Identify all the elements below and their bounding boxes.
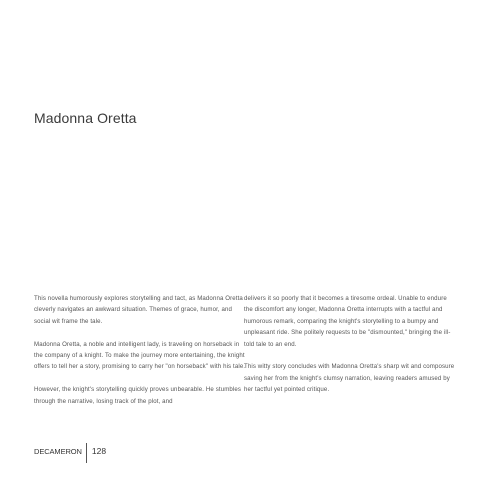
page-footer: [34, 443, 106, 463]
paragraph: This novella humorously explores storytelling and tact, as Madonna Oretta cleverly navigates an awkward situation. Themes of grace, humor, and social wit frame the tale.: [34, 295, 243, 325]
paragraph: Madonna Oretta, a noble and intelligent lady, is traveling on horseback in the company of a knight. To make the journey more entertaining, the knight offers to tell her a story, promising to carry her "on horseback" with his tale.: [34, 340, 246, 371]
paragraph: delivers it so poorly that it becomes a tiresome ordeal. Unable to endure the discomfort any longer, Madonna Oretta interrupts with a tactful and humorous remark, comparing the knight's storytelling to a bumpy and unpleasant ride. She politely requests to be "dismounted," bringing the ill-told tale to an end.: [244, 295, 451, 348]
page-number: 128: [91, 446, 107, 456]
paragraph: This witty story concludes with Madonna Oretta's sharp wit and composure saving her from the knight's clumsy narration, leaving readers amused by her tactful yet pointed critique.: [244, 363, 455, 394]
paragraph: However, the knight's storytelling quickly proves unbearable. He stumbles through the narrative, losing track of the plot, and: [34, 386, 242, 405]
left-text-column: [34, 293, 246, 407]
running-head: DECAMERON: [34, 447, 82, 456]
right-text-column: [244, 293, 456, 396]
page-title: Madonna Oretta: [34, 110, 137, 126]
